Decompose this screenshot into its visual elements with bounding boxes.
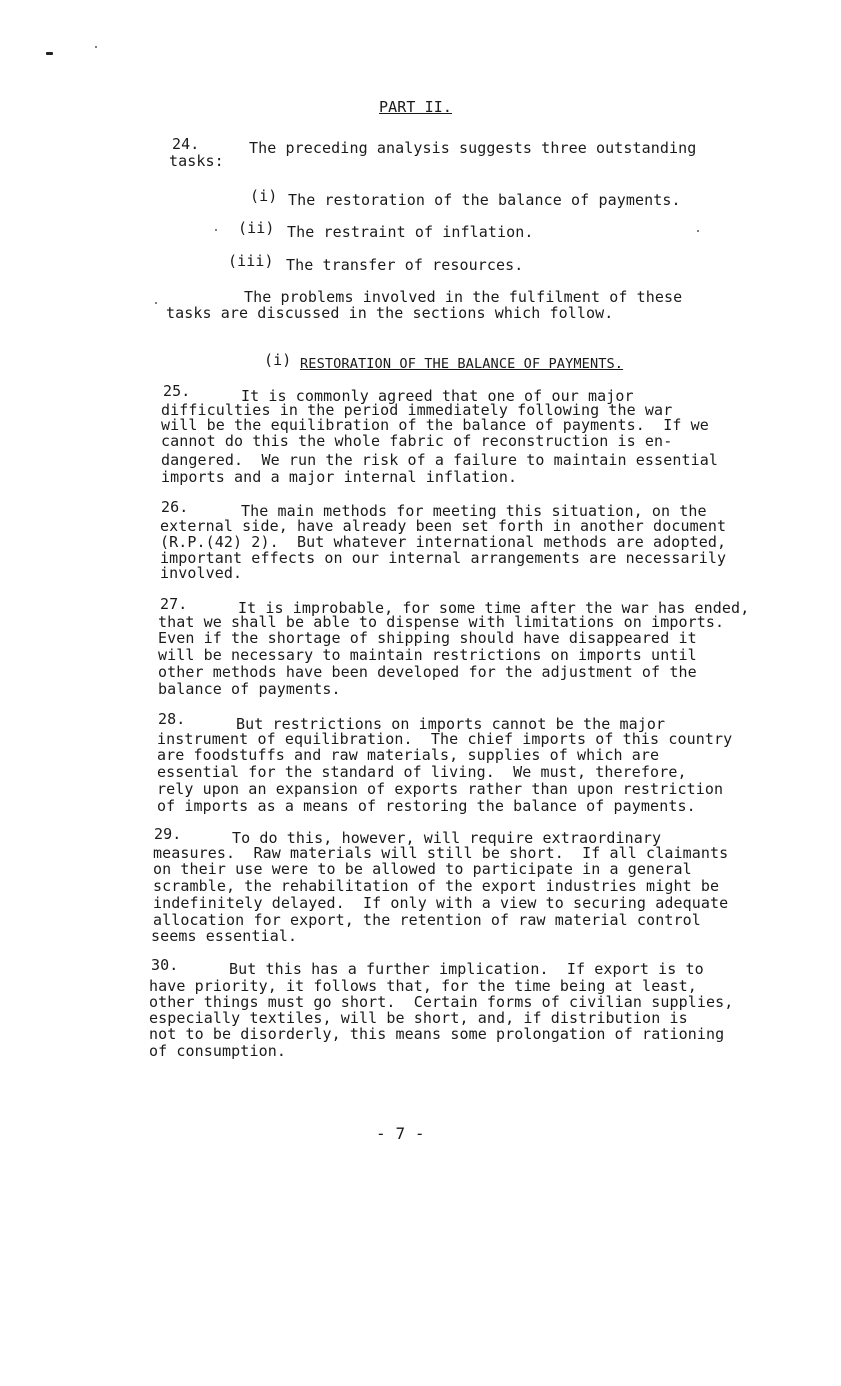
- section-number: (i): [264, 351, 292, 369]
- speck: [215, 229, 217, 231]
- paragraph-line: that we shall be able to dispense with limitations on imports.: [158, 613, 725, 631]
- page-heading: PART II.: [379, 98, 453, 116]
- task-text: The restraint of inflation.: [287, 223, 534, 241]
- page-number: - 7 -: [376, 1124, 425, 1143]
- paragraph-line: will be the equilibration of the balance of payments. If we: [161, 416, 709, 434]
- paragraph-line: But this has a further implication. If export is to: [229, 960, 704, 978]
- paragraph-line: rely upon an expansion of exports rather than upon restriction: [157, 780, 724, 798]
- paragraph-number: 30.: [151, 956, 179, 974]
- paragraph-line: of consumption.: [149, 1042, 286, 1060]
- margin-mark: [46, 52, 53, 55]
- paragraph-line: It is commonly agreed that one of our major: [241, 387, 634, 405]
- paragraph-number: 25.: [163, 382, 191, 400]
- paragraph-line: of imports as a means of restoring the balance of payments.: [157, 797, 696, 815]
- task-text: The transfer of resources.: [286, 256, 524, 274]
- paragraph-line: other things must go short. Certain forms of civilian supplies,: [149, 993, 734, 1011]
- speck: [697, 230, 699, 232]
- paragraph-number: 28.: [158, 710, 186, 728]
- paragraph-line: Even if the shortage of shipping should have disappeared it: [158, 629, 697, 647]
- paragraph-number: 24.: [172, 135, 200, 153]
- paragraph-line: have priority, it follows that, for the time being at least,: [149, 977, 697, 995]
- paragraph-line: difficulties in the period immediately following the war: [161, 401, 673, 419]
- paragraph-line: are foodstuffs and raw materials, supplies of which are: [157, 746, 660, 764]
- paragraph-line: measures. Raw materials will still be short. If all claimants: [153, 844, 729, 862]
- paragraph-line: not to be disorderly, this means some prolongation of rationing: [149, 1025, 725, 1043]
- paragraph-line: The preceding analysis suggests three outstanding: [249, 139, 697, 157]
- paragraph-line: balance of payments.: [158, 680, 341, 698]
- section-title: RESTORATION OF THE BALANCE OF PAYMENTS.: [300, 356, 624, 372]
- paragraph-number: 29.: [154, 825, 182, 843]
- paragraph-line: will be necessary to maintain restrictions on imports until: [158, 646, 697, 664]
- speck: [155, 302, 157, 304]
- paragraph-line: The problems involved in the fulfilment of these: [244, 288, 683, 306]
- task-number: (iii): [228, 252, 274, 270]
- paragraph-line: other methods have been developed for the adjustment of the: [158, 663, 697, 681]
- paragraph-line: indefinitely delayed. If only with a view to securing adequate: [153, 894, 729, 912]
- paragraph-line: important effects on our internal arrangements are necessarily: [160, 549, 727, 567]
- paragraph-line: allocation for export, the retention of raw material control: [153, 911, 701, 929]
- paragraph-line: The main methods for meeting this situation, on the: [241, 502, 707, 520]
- paragraph-line: tasks are discussed in the sections which follow.: [166, 304, 614, 322]
- speck: [95, 46, 97, 48]
- paragraph-line: dangered. We run the risk of a failure to maintain essential: [161, 451, 718, 469]
- paragraph-line: external side, have already been set forth in another document: [160, 517, 727, 535]
- task-text: The restoration of the balance of payments.: [288, 191, 681, 209]
- paragraph-line: on their use were to be allowed to participate in a general: [153, 860, 692, 878]
- paragraph-line: involved.: [160, 564, 243, 582]
- paragraph-line: especially textiles, will be short, and, if distribution is: [149, 1009, 688, 1027]
- paragraph-line: instrument of equilibration. The chief imports of this country: [157, 730, 733, 748]
- paragraph-line: imports and a major internal inflation.: [161, 468, 518, 486]
- paragraph-line: scramble, the rehabilitation of the export industries might be: [153, 877, 720, 895]
- task-number: (i): [250, 187, 278, 205]
- paragraph-line: But restrictions on imports cannot be the major: [236, 715, 666, 733]
- paragraph-line: It is improbable, for some time after the war has ended,: [238, 599, 750, 617]
- paragraph-number: 27.: [160, 595, 188, 613]
- paragraph-line: tasks:: [169, 152, 224, 170]
- paragraph-line: (R.P.(42) 2). But whatever international methods are adopted,: [160, 533, 727, 551]
- paragraph-line: cannot do this the whole fabric of reconstruction is en-: [161, 432, 673, 450]
- paragraph-line: To do this, however, will require extraordinary: [232, 829, 662, 847]
- paragraph-line: seems essential.: [151, 927, 298, 945]
- paragraph-number: 26.: [161, 498, 189, 516]
- task-number: (ii): [238, 219, 275, 237]
- paragraph-line: essential for the standard of living. We must, therefore,: [157, 763, 687, 781]
